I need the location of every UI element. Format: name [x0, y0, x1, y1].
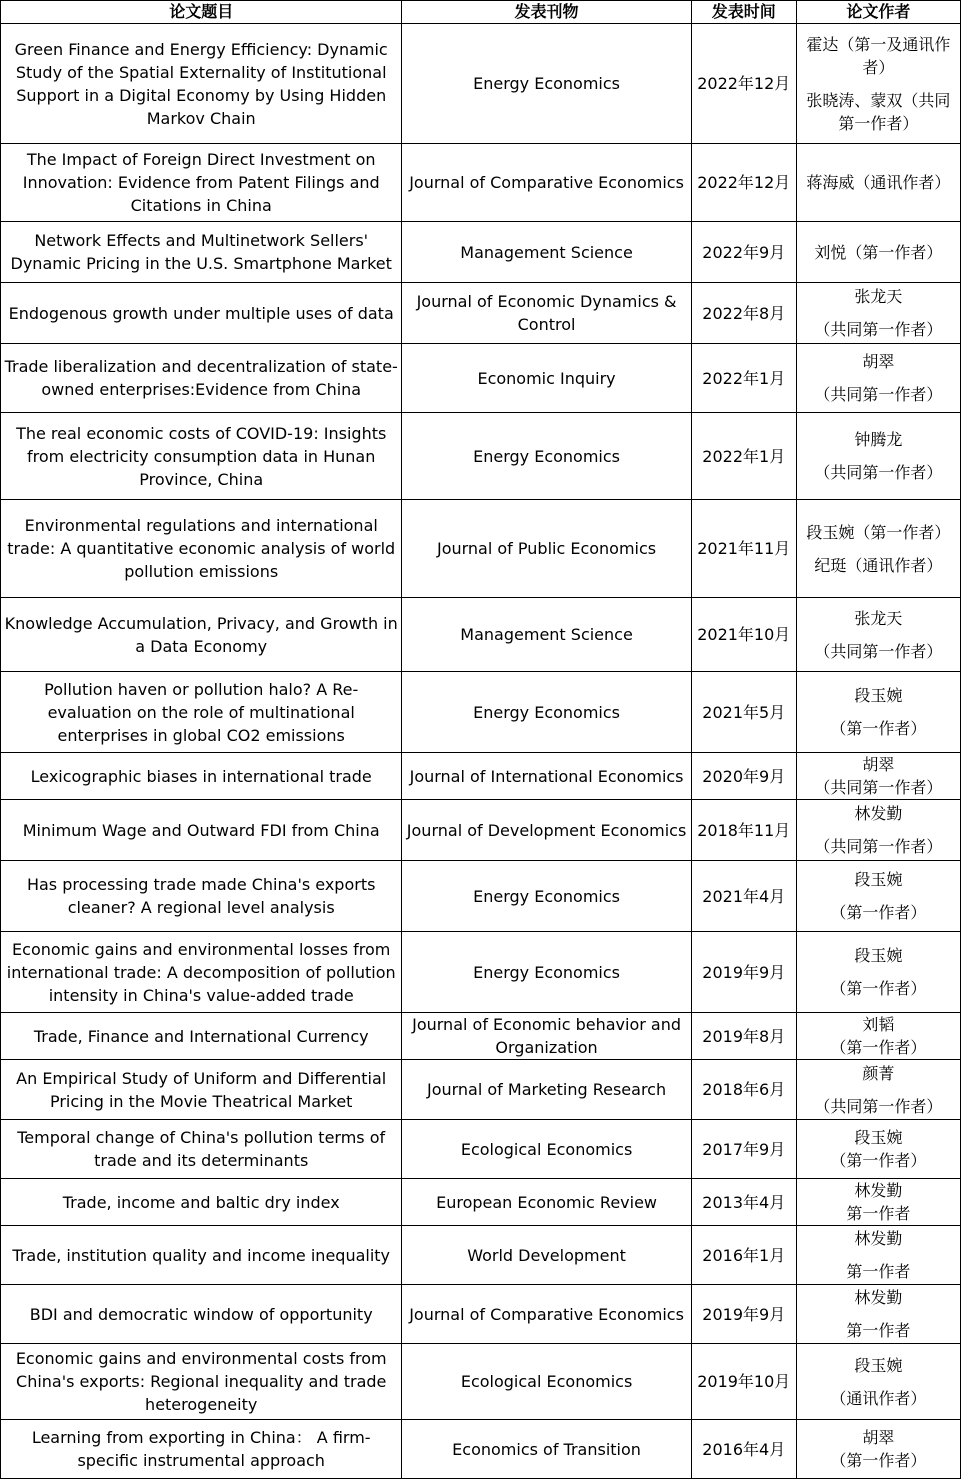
author-line: 段玉婉 — [854, 1355, 903, 1375]
author-line: 第一作者 — [846, 1204, 911, 1223]
author-cell — [796, 1179, 960, 1226]
publish-date: 2022年9月 — [691, 222, 796, 283]
author-line: （共同第一作者） — [814, 641, 943, 661]
author-line: 林发勤 — [854, 804, 903, 823]
paper-title: Green Finance and Energy Efficiency: Dynamic Study of the Spatial Externality of Institutional Support in a Digital Economy by Using Hidden Markov Chain — [1, 24, 402, 144]
author-line: （第一作者） — [830, 903, 927, 922]
table-row — [1, 1226, 961, 1285]
journal-name: Journal of Comparative Economics — [402, 1285, 691, 1344]
author-line: 段玉婉（第一作者） — [806, 522, 951, 542]
author-line: （第一作者） — [830, 979, 927, 998]
journal-name: Journal of Development Economics — [402, 800, 691, 861]
author-line: 颜菁 — [862, 1063, 895, 1083]
author-cell — [796, 1285, 960, 1344]
table-row — [1, 1344, 961, 1420]
author-cell — [796, 500, 960, 598]
paper-title: Knowledge Accumulation, Privacy, and Growth in a Data Economy — [1, 598, 402, 672]
publish-date: 2022年1月 — [691, 344, 796, 413]
author-cell — [796, 283, 960, 344]
author-line: 张龙天 — [854, 608, 903, 628]
author-line: 第一作者 — [846, 1321, 911, 1340]
paper-title: Minimum Wage and Outward FDI from China — [1, 800, 402, 861]
table-row — [1, 1420, 961, 1479]
author-line: 刘悦（第一作者） — [814, 242, 943, 262]
author-cell — [796, 932, 960, 1013]
author-cell — [796, 1013, 960, 1060]
author-line: 段玉婉 — [854, 1128, 903, 1147]
publish-date: 2021年5月 — [691, 672, 796, 753]
author-cell — [796, 1226, 960, 1285]
publish-date: 2022年12月 — [691, 144, 796, 222]
author-line: 张晓涛、蒙双（共同第一作者） — [806, 90, 951, 133]
journal-name: Energy Economics — [402, 24, 691, 144]
table-row — [1, 598, 961, 672]
table-row — [1, 672, 961, 753]
author-line: （第一作者） — [830, 719, 927, 738]
author-line: （共同第一作者） — [814, 320, 943, 339]
journal-name: Journal of Economic Dynamics & Control — [402, 283, 691, 344]
header-date: 发表时间 — [691, 1, 796, 24]
journal-name: Journal of Economic behavior and Organization — [402, 1013, 691, 1060]
header-title: 论文题目 — [1, 1, 402, 24]
table-row — [1, 753, 961, 800]
journal-name: Energy Economics — [402, 932, 691, 1013]
paper-title: Trade, Finance and International Currency — [1, 1013, 402, 1060]
paper-title: Pollution haven or pollution halo? A Re-evaluation on the role of multinational enterprises in global CO2 emissions — [1, 672, 402, 753]
author-line: （通讯作者） — [830, 1388, 927, 1408]
author-line: 纪珽（通讯作者） — [814, 555, 943, 575]
journal-name: Journal of Public Economics — [402, 500, 691, 598]
paper-title: Economic gains and environmental losses from international trade: A decomposition of pollution intensity in China's value-added trade — [1, 932, 402, 1013]
journal-name: European Economic Review — [402, 1179, 691, 1226]
author-line: 段玉婉 — [854, 686, 903, 705]
author-line: 霍达（第一及通讯作者） — [806, 34, 951, 77]
publish-date: 2016年4月 — [691, 1420, 796, 1479]
table-row — [1, 413, 961, 500]
publish-date: 2020年9月 — [691, 753, 796, 800]
author-cell — [796, 344, 960, 413]
author-line: （第一作者） — [830, 1151, 927, 1170]
author-cell — [796, 1344, 960, 1420]
publish-date: 2022年12月 — [691, 24, 796, 144]
table-row — [1, 1013, 961, 1060]
author-cell — [796, 672, 960, 753]
journal-name: Ecological Economics — [402, 1344, 691, 1420]
paper-title: Has processing trade made China's exports cleaner? A regional level analysis — [1, 861, 402, 932]
author-line: 第一作者 — [846, 1262, 911, 1281]
publish-date: 2022年1月 — [691, 413, 796, 500]
table-row — [1, 932, 961, 1013]
header-author: 论文作者 — [796, 1, 960, 24]
header-journal: 发表刊物 — [402, 1, 691, 24]
table-row — [1, 1179, 961, 1226]
author-cell — [796, 861, 960, 932]
journal-name: Economic Inquiry — [402, 344, 691, 413]
paper-title: Trade, institution quality and income inequality — [1, 1226, 402, 1285]
paper-title: Trade liberalization and decentralization of state-owned enterprises:Evidence from China — [1, 344, 402, 413]
author-cell — [796, 413, 960, 500]
journal-name: Energy Economics — [402, 413, 691, 500]
publish-date: 2021年4月 — [691, 861, 796, 932]
publish-date: 2021年11月 — [691, 500, 796, 598]
paper-title: Trade, income and baltic dry index — [1, 1179, 402, 1226]
table-row — [1, 222, 961, 283]
publish-date: 2019年10月 — [691, 1344, 796, 1420]
publish-date: 2018年6月 — [691, 1060, 796, 1120]
author-cell — [796, 24, 960, 144]
author-line: （共同第一作者） — [814, 385, 943, 404]
author-line: 钟腾龙 — [854, 430, 903, 449]
paper-title: Environmental regulations and international trade: A quantitative economic analysis of world pollution emissions — [1, 500, 402, 598]
author-cell — [796, 1060, 960, 1120]
author-cell — [796, 222, 960, 283]
paper-title: Endogenous growth under multiple uses of data — [1, 283, 402, 344]
publish-date: 2016年1月 — [691, 1226, 796, 1285]
author-line: 胡翠 — [862, 755, 895, 774]
publish-date: 2013年4月 — [691, 1179, 796, 1226]
journal-name: Ecological Economics — [402, 1120, 691, 1179]
journal-name: Management Science — [402, 598, 691, 672]
publish-date: 2017年9月 — [691, 1120, 796, 1179]
author-line: （第一作者） — [830, 1451, 927, 1470]
author-line: 蒋海威（通讯作者） — [806, 173, 951, 192]
author-line: 段玉婉 — [854, 870, 903, 889]
author-cell — [796, 1120, 960, 1179]
table-row — [1, 1060, 961, 1120]
journal-name: Economics of Transition — [402, 1420, 691, 1479]
publish-date: 2021年10月 — [691, 598, 796, 672]
table-row — [1, 24, 961, 144]
author-line: （共同第一作者） — [814, 463, 943, 482]
author-cell — [796, 800, 960, 861]
author-line: 段玉婉 — [854, 946, 903, 965]
author-cell — [796, 1420, 960, 1479]
paper-title: An Empirical Study of Uniform and Differential Pricing in the Movie Theatrical Market — [1, 1060, 402, 1120]
paper-title: Temporal change of China's pollution terms of trade and its determinants — [1, 1120, 402, 1179]
table-row — [1, 144, 961, 222]
table-row — [1, 861, 961, 932]
publish-date: 2022年8月 — [691, 283, 796, 344]
paper-title: BDI and democratic window of opportunity — [1, 1285, 402, 1344]
author-line: （第一作者） — [830, 1038, 927, 1057]
paper-title: Economic gains and environmental costs from China's exports: Regional inequality and trade heterogeneity — [1, 1344, 402, 1420]
paper-title: Lexicographic biases in international trade — [1, 753, 402, 800]
author-line: 林发勤 — [854, 1181, 903, 1200]
author-line: 林发勤 — [854, 1229, 903, 1248]
journal-name: Journal of International Economics — [402, 753, 691, 800]
table-body — [1, 24, 961, 1479]
paper-title: Learning from exporting in China： A firm-specific instrumental approach — [1, 1420, 402, 1479]
table-row — [1, 500, 961, 598]
table-row — [1, 800, 961, 861]
table-row — [1, 1120, 961, 1179]
journal-name: World Development — [402, 1226, 691, 1285]
author-cell — [796, 144, 960, 222]
author-line: （共同第一作者） — [814, 837, 943, 856]
publish-date: 2019年9月 — [691, 932, 796, 1013]
author-line: （共同第一作者） — [814, 778, 943, 797]
table-row — [1, 1285, 961, 1344]
author-line: 胡翠 — [862, 1428, 895, 1447]
header-row — [1, 1, 961, 24]
table-row — [1, 283, 961, 344]
author-line: 张龙天 — [854, 287, 903, 306]
publish-date: 2018年11月 — [691, 800, 796, 861]
journal-name: Management Science — [402, 222, 691, 283]
author-cell — [796, 753, 960, 800]
author-line: 刘韬 — [862, 1015, 895, 1034]
author-cell — [796, 598, 960, 672]
journal-name: Journal of Marketing Research — [402, 1060, 691, 1120]
publish-date: 2019年8月 — [691, 1013, 796, 1060]
journal-name: Journal of Comparative Economics — [402, 144, 691, 222]
paper-title: The Impact of Foreign Direct Investment on Innovation: Evidence from Patent Filings and Citations in China — [1, 144, 402, 222]
journal-name: Energy Economics — [402, 672, 691, 753]
paper-title: The real economic costs of COVID-19: Insights from electricity consumption data in Hunan Province, China — [1, 413, 402, 500]
author-line: （共同第一作者） — [814, 1096, 943, 1116]
author-line: 林发勤 — [854, 1288, 903, 1307]
table-row — [1, 344, 961, 413]
paper-title: Network Effects and Multinetwork Sellers' Dynamic Pricing in the U.S. Smartphone Market — [1, 222, 402, 283]
publish-date: 2019年9月 — [691, 1285, 796, 1344]
journal-name: Energy Economics — [402, 861, 691, 932]
author-line: 胡翠 — [862, 352, 895, 371]
